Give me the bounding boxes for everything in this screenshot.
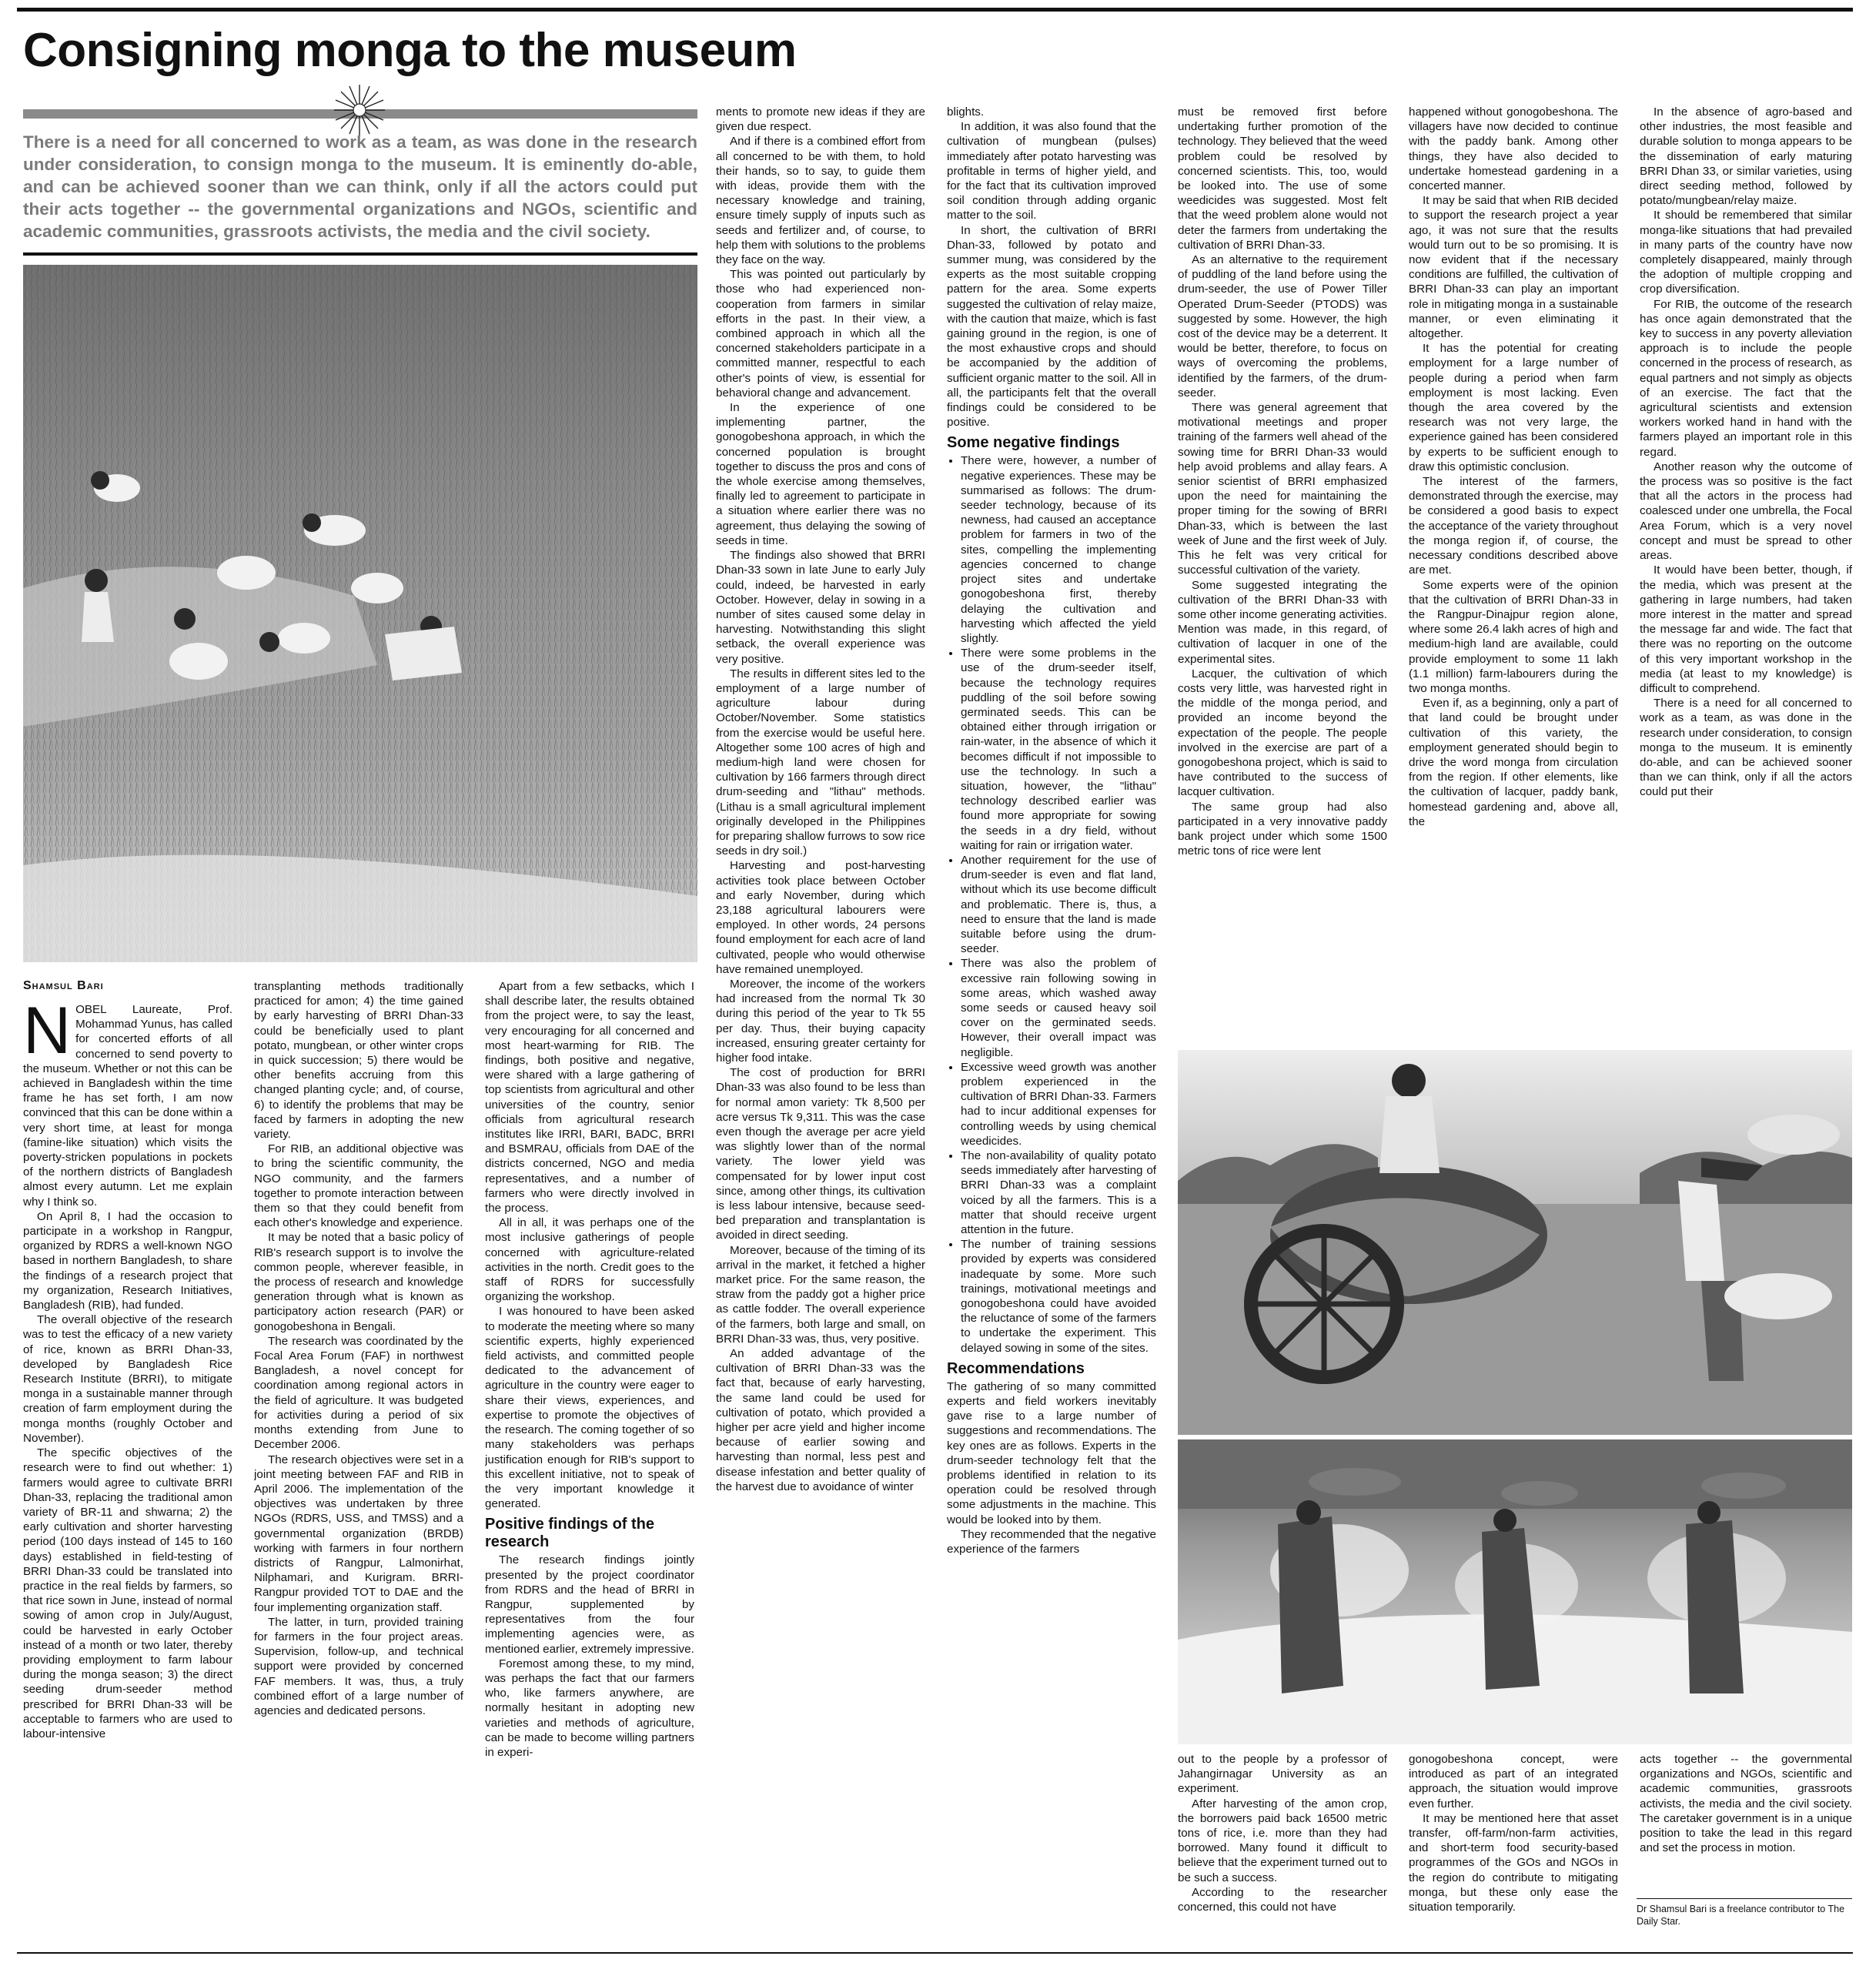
paragraph: acts together -- the governmental organizations and NGOs, scientific and academic communities, grassroots activists, the media and the civil society. The caretaker government is in a unique position to take the lead in this regard and set the process in motion. <box>1640 1753 1852 1855</box>
list-item: • There was also the problem of excessive rain following sowing in some areas, which washed away some seeds or caused heavy soil cover on the germinated seeds. However, their overall impact was negligible. <box>961 956 1156 1059</box>
article-column-7-continued <box>1409 1752 1618 1949</box>
paragraph: They recommended that the negative experience of the farmers <box>947 1527 1156 1556</box>
paragraph: For RIB, the outcome of the research has once again demonstrated that the key to success in any poverty alleviation approach is to include the people concerned in the process of research, as equal partners and not simply as objects of an exercise. The fact that the agricultural scientists and extension workers worked hand in hand with the farmers played an important role in this regard. <box>1640 297 1852 459</box>
photo-rice-transplanting <box>23 265 697 962</box>
bottom-rule <box>17 1952 1853 1954</box>
article-column-7 <box>1409 105 1618 1042</box>
paragraph: In short, the cultivation of BRRI Dhan-33, followed by potato and summer mung, was considered by the experts as the most suitable cropping pattern for the area. Some experts suggested the cultivation of relay maize, with the caution that maize, which is fast gaining ground in the region, is one of the most exhaustive crops and should be accompanied by the addition of sufficient organic matter to the soil. All in all, the participants felt that the overall findings could be considered to be positive. <box>947 223 1156 430</box>
paragraph: It may be said that when RIB decided to support the research project a year ago, it was not sure that the results would turn out to be so promising. It is now evident that if the necessary conditions are fulfilled, the cultivation of BRRI Dhan-33 can play an important role in mitigating monga in a sustainable manner, or even eliminating it altogether. <box>1409 194 1618 341</box>
paragraph: Harvesting and post-harvesting activities took place between October and early November, during which 23,188 agricultural labourers were employed. In other words, 24 persons found employment for each acre of land cultivated, people who would otherwise have remained unemployed. <box>716 859 925 976</box>
paragraph: Some suggested integrating the cultivation of the BRRI Dhan-33 with some other income generating activities. Mention was made, in this regard, of cultivation of lacquer in one of the experimental sites. <box>1178 578 1387 666</box>
paragraph: The overall objective of the research was to test the efficacy of a new variety of rice, known as BRRI Dhan-33, developed by Bangladesh Rice Research Institute (BRRI), to mitigate monga in a sustainable manner through creation of farm employment during the monga months (roughly October and November). <box>23 1313 232 1445</box>
paragraph: It has the potential for creating employment for a large number of people during a period when farm employment is most lacking. Even though the area covered by the research was not very large, the experience gained has been considered by experts to be sufficient enough to draw this optimistic conclusion. <box>1409 342 1618 473</box>
paragraph: The latter, in turn, provided training for farmers in the four project areas. Supervision, follow-up, and technical support were provided by concerned FAF members. It was, thus, a truly combined effort of a large number of agencies and dedicated persons. <box>254 1615 463 1717</box>
starburst-ornament <box>333 83 386 137</box>
paragraph: It may be mentioned here that asset transfer, off-farm/non-farm activities, and short-term food security-based programmes of the GOs and NGOs in the region do contribute to mitigating monga, but these only ease the situation temporarily. <box>1409 1811 1618 1914</box>
paragraph: The interest of the farmers, demonstrated through the exercise, may be considered a good basis to expect the acceptance of the variety throughout the monga region if, of course, the necessary conditions described above are met. <box>1409 475 1618 577</box>
paragraph: According to the researcher concerned, this could not have <box>1178 1885 1387 1914</box>
paragraph: The research was coordinated by the Focal Area Forum (FAF) in northwest Bangladesh, a novel concept for coordination among regional actors in the field of agriculture. It was budgeted for activities during a period of six months extending from June to December 2006. <box>254 1334 463 1452</box>
article-column-6-continued <box>1178 1752 1387 1949</box>
photo-women-winnowing <box>1178 1439 1852 1744</box>
subheading-positive-findings: Positive findings of the research <box>485 1516 655 1551</box>
list-item: • Excessive weed growth was another problem experienced in the cultivation of BRRI Dhan-33. Farmers had to incur additional expenses for controlling weeds by using chemical weedicides. <box>961 1060 1156 1149</box>
list-item: • Another requirement for the use of drum-seeder is even and flat land, without which its use become difficult and problematic. There is, thus, a need to ensure that the land is made suitable before using the drum-seeder. <box>961 853 1156 956</box>
paragraph: On April 8, I had the occasion to participate in a workshop in Rangpur, organized by RDRS a well-known NGO based in northern Bangladesh, to share the findings of a research project that my organization, Research Initiatives, Bangladesh (RIB), had funded. <box>23 1209 232 1312</box>
paragraph: The specific objectives of the research were to find out whether: 1) farmers would agree to cultivate BRRI Dhan-33, replacing the traditional amon variety of BR-11 and shwarna; 2) the early cultivation and shorter harvesting period (100 days instead of 145 to 160 days) established in field-testing of BRRI Dhan-33 could be translated into practice in the real fields by farmers, so that rice sown in June, instead of normal sowing of amon crop in July/August, could be harvested in early October instead of a month or two later, thereby providing employment to farm labour during the monga season; 3) the direct seeding drum-seeder method prescribed for BRRI Dhan-33 will be acceptable to farmers who are used to labour-intensive <box>23 1446 232 1740</box>
article-column-8-continued <box>1640 1752 1852 1895</box>
paragraph: All in all, it was perhaps one of the most inclusive gatherings of people concerned with agriculture-related activities in the north. Credit goes to the staff of RDRS for successfully organizing the workshop. <box>485 1216 694 1304</box>
paragraph: The findings also showed that BRRI Dhan-33 sown in late June to early July could, indeed, be harvested in early October. However, delay in sowing in a number of sites caused some delay in harvesting. Notwithstanding this slight setback, the overall experience was very positive. <box>716 549 925 666</box>
paragraph: Lacquer, the cultivation of which costs very little, was harvested right in the middle of the monga period, and provided an income beyond the expectation of the people. The people involved in the exercise are part of a gonogobeshona project, which is said to have contributed to the success of lacquer cultivation. <box>1178 667 1387 799</box>
byline: Shamsul Bari <box>23 979 104 992</box>
paragraph: The gathering of so many committed experts and field workers inevitably gave rise to a large number of suggestions and recommendations. The key ones are as follows. Experts in the drum-seeder technology felt that the problems identified in relation to its operation could be resolved through some adjustments in the machine. This would be looked into by them. <box>947 1379 1156 1526</box>
paragraph: It may be noted that a basic policy of RIB's research support is to involve the common people, wherever feasible, in the process of research and knowledge generation through what is known as participatory action research (PAR) or gonogobeshona in Bengali. <box>254 1231 463 1333</box>
subheading-negative-findings: Some negative findings <box>947 434 1120 452</box>
paragraph: The research findings jointly presented by the project coordinator from RDRS and the head of BRRI in Rangpur, supplemented by representatives from the four implementing agencies were, as mentioned earlier, extremely impressive. <box>485 1553 694 1656</box>
paragraph: ments to promote new ideas if they are given due respect. <box>716 105 925 134</box>
subheading-recommendations: Recommendations <box>947 1359 1085 1377</box>
deck-summary: There is a need for all concerned to work as a team, as was done in the research under consideration, to consign monga to the museum. It is eminently do-able, and can be achieved sooner than we can think, only if all the actors could put their acts together -- the governmental organizations and NGOs, scientific and academic communities, grassroots activists, the media and the civil society. <box>23 132 697 241</box>
paragraph: As an alternative to the requirement of puddling of the land before using the drum-seeder, the use of Power Tiller Operated Drum-Seeder (PTODS) was suggested by some. However, the high cost of the device may be a deterrent. It would be better, therefore, to focus on ways of overcoming the problems, identified by the farmers, of the drum-seeder. <box>1178 253 1387 400</box>
paragraph: Another reason why the outcome of the process was so positive is the fact that all the actors in the process had coalesced under one umbrella, the Focal Area Forum, which is a very novel concept and must be spread to other areas. <box>1640 460 1852 563</box>
paragraph: The research objectives were set in a joint meeting between FAF and RIB in April 2006. The implementation of the objectives was undertaken by three NGOs (RDRS, USS, and TMSS) and a governmental organization (BRDB) working with farmers in four northern districts of Rangpur, Lalmonirhat, Nilphamari, and Kurigram. BRRI-Rangpur provided TOT to DAE and the four implementing organization staff. <box>254 1453 463 1614</box>
drop-cap: N <box>23 1002 72 1068</box>
paragraph: This was pointed out particularly by those who had experienced non-cooperation from farmers in similar efforts in the past. In their view, a combined approach in which all the concerned stakeholders participate in a committed manner, respectful to each other's points of view, is essential for behavioral change and advancement. <box>716 268 925 400</box>
paragraph: Moreover, the income of the workers had increased from the normal Tk 30 during this period of the year to Tk 55 per day. Thus, their buying capacity increased, ensuring greater certainty for higher food intake. <box>716 977 925 1065</box>
paragraph: In addition, it was also found that the cultivation of mungbean (pulses) immediately after potato harvesting was profitable in terms of higher yield, and for the fact that its cultivation improved soil condition through adding organic matter to the soil. <box>947 120 1156 222</box>
paragraph: Foremost among these, to my mind, was perhaps the fact that our farmers who, like farmers anywhere, are normally hesitant in adopting new varieties and methods of agriculture, can be made to become willing partners in experi- <box>485 1657 694 1759</box>
list-item: • The non-availability of quality potato seeds immediately after harvesting of BRRI Dhan-33 was a complaint voiced by all the farmers. This is a matter that should receive urgent attention in the future. <box>961 1149 1156 1237</box>
paragraph: must be removed first before undertaking further promotion of the technology. They believed that the weed problem could be resolved by concerned scientists. This, too, would be looked into. The use of some weedicides was suggested. Most felt that the weed problem alone would not deter the farmers from undertaking the cultivation of BRRI Dhan-33. <box>1178 105 1387 252</box>
negative-findings-list <box>947 453 1156 1355</box>
paragraph: Some experts were of the opinion that the cultivation of BRRI Dhan-33 in the Rangpur-Dinajpur region alone, where some 26.4 lakh acres of high and medium-high land are available, could provide employment to some 11 lakh (1.1 million) farm-labourers during the two monga months. <box>1409 578 1618 695</box>
deck-rule <box>23 252 697 256</box>
paragraph: transplanting methods traditionally practiced for amon; 4) the time gained by early harvesting of BRRI Dhan-33 could be beneficially used to plant potato, mungbean, or other winter crops in quick succession; 5) there would be other benefits accruing from this changed planting cycle; and, of course, 6) to identify the problems that may be faced by farmers in adopting the new variety. <box>254 980 463 1142</box>
paragraph: There is a need for all concerned to work as a team, as was done in the research under consideration, to consign monga to the museum. It is eminently do-able, and can be achieved sooner than we can think, only if all the actors could put their <box>1640 697 1852 799</box>
list-item: • There were some problems in the use of the drum-seeder itself, because the technology requires puddling of the soil before sowing germinated seeds. This can be obtained either through irrigation or rain-water, in the absence of which it becomes difficult if not impossible to use the technology. In such a situation, however, the "lithau" technology described earlier was found more appropriate for sowing the seeds in a dry field, without waiting for rain or irrigation water. <box>961 646 1156 853</box>
footnote-rule <box>1637 1898 1852 1899</box>
top-rule <box>17 8 1853 12</box>
paragraph: In the experience of one implementing partner, the gonogobeshona approach, in which the concerned population is brought together to discuss the pros and cons of the whole exercise among themselves, finally led to agreement to participate in a situation where earlier there was no agreement, thus delaying the sowing of seeds in time. <box>716 401 925 547</box>
paragraph: An added advantage of the cultivation of BRRI Dhan-33 was the fact that, because of early harvesting, the same land could be used for cultivation of potato, which provided a higher per acre yield and higher income because of earlier sowing and harvesting than normal, less pest and disease infestation and better quality of the harvest due to avoidance of winter <box>716 1347 925 1493</box>
article-column-5 <box>947 105 1156 1949</box>
paragraph: out to the people by a professor of Jahangirnagar University as an experiment. <box>1178 1753 1387 1796</box>
paragraph: The same group had also participated in a very innovative paddy bank project under which some 1500 metric tons of rice were lent <box>1178 800 1387 858</box>
paragraph: In the absence of agro-based and other industries, the most feasible and durable solution to monga appears to be the dissemination of early maturing BRRI Dhan 33, or similar varieties, using direct seeding method, followed by potato/mungbean/relay maize. <box>1640 105 1852 208</box>
article-column-2 <box>254 979 463 1949</box>
article-column-1 <box>23 1002 232 1949</box>
author-footnote: Dr Shamsul Bari is a freelance contributor to The Daily Star. <box>1637 1904 1845 1927</box>
paragraph: happened without gonogobeshona. The villagers have now decided to continue with the paddy bank. Among other things, they have also decided to undertake homestead gardening in a concerted manner. <box>1409 105 1618 193</box>
paragraph: gonogobeshona concept, were introduced as part of an integrated approach, the situation would improve even further. <box>1409 1753 1618 1811</box>
paragraph: It would have been better, though, if the media, which was present at the gathering in large numbers, had taken more interest in the matter and spread the message far and wide. The fact that there was no reporting on the outcome of this very important workshop in the media (at least to my knowledge) is difficult to comprehend. <box>1640 563 1852 695</box>
paragraph: There was general agreement that motivational meetings and proper training of the farmers well ahead of the sowing time for BRRI Dhan-33 would help avoid problems and allay fears. A senior scientist of BRRI emphasized upon the need for maintaining the proper timing for the sowing of BRRI Dhan-33, which is between the last week of June and the first week of July. This he felt was very critical for successful cultivation of the variety. <box>1178 401 1387 577</box>
article-column-3 <box>485 979 694 1949</box>
list-item: • There were, however, a number of negative experiences. These may be summarised as follows: The drum-seeder technology, because of its newness, had caused an acceptance problem for farmers in two of the sites, compelling the implementing agencies concerned to change project sites and undertake gonogobeshona first, thereby delaying the cultivation and harvesting which affected the yield slightly. <box>961 453 1156 646</box>
paragraph: The cost of production for BRRI Dhan-33 was also found to be less than for normal amon variety: Tk 8,500 per acre versus Tk 9,311. This was the case even though the average per acre yield was slightly lower than of the normal variety. The lower yield was compensated for by lower input cost since, among other things, its cultivation is less labour intensive, because seed- bed preparation and transplantation is avoided in direct seeding. <box>716 1066 925 1242</box>
paragraph: Moreover, because of the timing of its arrival in the market, it fetched a higher market price. For the same reason, the straw from the paddy got a higher price as cattle fodder. The overall experience of the farmers, both large and small, on BRRI Dhan-33 was, thus, very positive. <box>716 1243 925 1346</box>
list-item: • The number of training sessions provided by experts was considered inadequate by some. More such trainings, motivational meetings and gonogobeshona could have avoided the reluctance of some of the farmers to undertake the experiment. This delayed sowing in some of the sites. <box>961 1237 1156 1356</box>
paragraph: blights. <box>947 105 985 119</box>
paragraph: After harvesting of the amon crop, the borrowers paid back 16500 metric tons of rice, i.e. more than they had borrowed. Many found it difficult to believe that the experiment turned out to be such a success. <box>1178 1797 1387 1884</box>
paragraph: Apart from a few setbacks, which I shall describe later, the results obtained from the project were, to say the least, very encouraging for all concerned and most heart-warming for RIB. The findings, both positive and negative, were shared with a large gathering of top scientists from agricultural and other universities of the country, senior officials from agricultural research institutes like IRRI, BARI, BADC, BRRI and BSMRAU, officials from DAE of the districts concerned, NGO and media representatives, and a number of farmers who were directly involved in the process. <box>485 980 694 1215</box>
article-column-6 <box>1178 105 1387 1042</box>
paragraph: Even if, as a beginning, only a part of that land could be brought under cultivation of this variety, the employment generated should begin to drive the word monga from circulation from the region. If other elements, like the cultivation of lacquer, paddy bank, homestead gardening and, above all, the <box>1409 697 1618 828</box>
article-column-4 <box>716 105 925 1949</box>
paragraph: OBEL Laureate, Prof. Mohammad Yunus, has called for concerted efforts of all concerned to send poverty to the museum. Whether or not this can be achieved in Bangladesh within the time frame he has set forth, I am now convinced that this can be done within a very short time, at least for monga (famine-like situation) which visits the poverty-stricken populations in pockets of the northern districts of Bangladesh almost every autumn. Let me explain why I think so. <box>23 1003 232 1209</box>
paragraph: For RIB, an additional objective was to bring the scientific community, the NGO community, and the farmers together to promote interaction between them so that they could benefit from each other's knowledge and experience. <box>254 1142 463 1230</box>
paragraph: And if there is a combined effort from all concerned to be with them, to hold their hands, so to say, to guide them with ideas, provide them with the necessary knowledge and training, ensure timely supply of inputs such as seeds and fertilizer and, of course, to help them with solutions to the problems they face on the way. <box>716 135 925 267</box>
headline: Consigning monga to the museum <box>23 24 797 77</box>
paragraph: It should be remembered that similar monga-like situations that had prevailed in many parts of the country have now completely disappeared, mainly through the adoption of multiple cropping and crop diversification. <box>1640 209 1852 296</box>
paragraph: The results in different sites led to the employment of a large number of agriculture labour during October/November. Some statistics from the exercise would be useful here. Altogether some 100 acres of high and medium-high land were chosen for cultivation by 166 farmers through direct drum-seeding and "lithau" methods. (Lithau is a small agricultural implement originally developed in the Philippines for preparing shallow furrows to sow rice seeds in dry soil.) <box>716 667 925 858</box>
article-column-8 <box>1640 105 1852 1042</box>
photo-farmers-with-cart <box>1178 1050 1852 1435</box>
paragraph: I was honoured to have been asked to moderate the meeting where so many scientific experts, highly experienced field activists, and committed people dedicated to the advancement of agriculture in the country were eager to share their views, experiences, and expertise to promote the objectives of the research. The coming together of so many stakeholders was perhaps justification enough for RIB's support to this excellent initiative, not to speak of the very important knowledge it generated. <box>485 1305 694 1511</box>
